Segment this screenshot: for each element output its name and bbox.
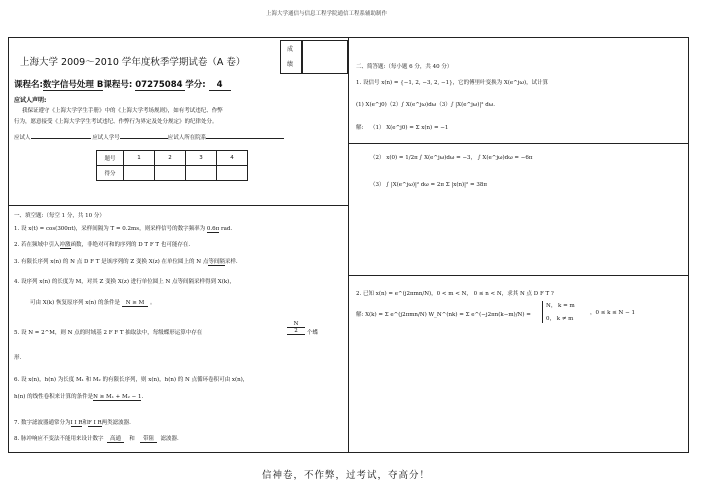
p2-q2-brace [542,301,543,323]
p2-q1-line: 1. 设信号 x(n) = {−1, 2, −3, 2, −1}，它的傅里叶变换为 X(e^jω)，试计算 [356,80,549,86]
score-table-cell: 2 [155,151,186,166]
q7-answer-1: I I R [70,420,83,426]
p2-q2-case-1: N， k = m [546,303,575,309]
q6-text: h(n) 的线性卷积来计算的条件是 [14,394,94,400]
score-table-cell: 题号 [97,151,124,166]
p2-q2-solution: 解: X(k) = Σ e^(j2πmn/N) W_N^(nk) = Σ e^(−j2πn(k−m)/N) = [356,312,531,318]
score-table-cell: 4 [217,151,248,166]
statement-line-1: 我保证遵守《上海大学学生手册》中的《上海大学考场规则》，如有考试违纪、作弊 [22,108,223,114]
score-table-cell: 3 [186,151,217,166]
examinee-fields [14,133,284,141]
score-table-header-row [97,151,248,166]
score-label-2: 绩 [287,61,294,68]
dept-label: 应试人所在院系 [167,135,207,141]
score-table-input[interactable] [217,166,248,181]
q8-text: 8. 脉冲响应不变法不能用来设计数字 [14,436,104,442]
score-table-cell: 1 [124,151,155,166]
q5-text: 5. 设 N = 2^M，则 N 点的时域基 2 F F T 抽取法中，每级蝶形运算中存在 [14,330,203,336]
examinee-no-field[interactable] [120,138,168,139]
q4-text-end: 。 [150,300,156,306]
credit-label: 学分: [185,80,206,90]
q3-answer: 等间隔 [208,259,225,265]
p2-sol-label: 解: [356,125,364,131]
q8-answer-1: 高通 [107,434,124,443]
q7-fill [14,418,131,427]
q2-fill [14,240,190,249]
part2-heading: 二、简答题:（每小题 6 分，共 40 分） [356,64,453,70]
course-no: 07275084 [135,80,185,91]
score-value-box[interactable] [302,40,348,74]
q4-line1: 4. 设序列 x(n) 的长度为 M，对其 Z 变换 X(z) 进行单位圆上 N 点等间隔采样得到 X(k)， [14,279,235,285]
p2-q2-line: 2. 已知 x(n) = e^(j2πmn/N)，0 < m < N， 0 ≤ n < N，求其 N 点 D F T ? [356,291,554,297]
q2-text: 2. 若在频域中引入 [14,242,60,248]
score-table [96,150,248,181]
q1-text: 1. 设 x(t) = cos(300πt)，采样间隔为 T = 0.2ms，则采样信号的数字频率为 [14,226,206,232]
q1-unit: rad. [220,226,233,232]
q8-and: 和 [129,436,135,442]
q8-fill [14,434,179,443]
examinee-no-label: 应试人学号 [92,135,120,141]
q8-text-end: 滤波器. [160,436,179,442]
q2-text-end: 函数，非绝对可和的序列的 D T F T 也可能存在. [70,242,191,248]
q5-answer-denominator: 2 [287,328,305,335]
score-table-cell: 得分 [97,166,124,181]
q5-answer-numerator: N [287,321,305,328]
p2-sol-2: （2） x(0) = 1/2π ∫ X(e^jω)dω = −3， ∫ X(e^jω)dω = −6π [370,155,533,161]
course-prefix: 课程名: [14,80,43,90]
q6-line1: 6. 设 x(n)，h(n) 为长度 M₁ 和 M₂ 的有限长序列，则 x(n)，h(n) 的 N 点循环卷积可由 x(n)， [14,377,249,383]
p2-sol-1: （1） X(e^j0) = Σ x(n) = −1 [370,125,449,131]
q3-text: 3. 有限长序列 x(n) 的 N 点 D F T 是该序列的 Z 变换 X(z) 在单位圆上的 N 点 [14,259,209,265]
footer-motto: 信神卷，不作弊，过考试，夺高分！ [262,470,431,481]
credit-value: 4 [209,80,231,91]
score-table-input[interactable] [124,166,155,181]
part1-heading: 一、填空题:（每空 1 分，共 10 分） [14,213,105,219]
course-no-label: 课程号: [103,80,133,90]
score-table-input[interactable] [155,166,186,181]
score-table-input[interactable] [186,166,217,181]
course-line [14,78,231,91]
q5-text-end: 个蝶 [307,330,319,336]
statement-title: 应试人声明: [14,97,47,104]
dept-field[interactable] [206,138,284,139]
score-label-1: 成 [287,46,294,53]
course-name: 数字信号处理 B [42,80,104,90]
q4-text: 可由 X(k) 恢复原序列 x(n) 的条件是 [30,300,120,306]
q8-answer-2: 带阻 [140,434,157,443]
q2-answer: 冲激 [59,242,71,248]
q7-and: 和 [82,420,88,426]
column-divider [348,37,349,453]
q6-answer: N ≥ M₁ + M₂ − 1 [93,394,142,400]
q1-answer: 0.6π [206,226,220,232]
q7-text-end: 两类滤波器. [101,420,131,426]
q3-fill [14,257,238,266]
q6-fill [14,392,143,401]
score-table-score-row [97,166,248,181]
q4-fill [30,298,156,307]
top-header-note: 上海大学通信与信息工程学院通信工程系辅助制作 [266,11,388,17]
statement-line-2: 行为，愿意接受《上海大学学生考试违纪、作弊行为界定及处分规定》的纪律处分。 [14,119,218,125]
examinee-name-field[interactable] [31,138,91,139]
q1-divider-right [348,143,689,144]
q5-line2: 形. [14,355,22,361]
exam-title: 上海大学 2009～2010 学年度秋季学期试卷（A 卷） [20,57,246,68]
p2-q2-range: ，0 ≤ k ≤ N − 1 [590,310,635,316]
q7-answer-2: F I R [88,420,102,426]
q2-divider-right [348,275,689,276]
q5-answer-fraction [287,321,305,335]
section-divider-left [8,205,348,206]
q5-fill [14,328,202,336]
q7-text: 7. 数字滤波器通常分为 [14,420,71,426]
p2-q2-case-2: 0， k ≠ m [546,316,574,322]
q6-text-end: . [141,394,144,400]
q4-answer: N ≥ M [122,300,149,307]
p2-sol-3: （3） ∫ |X(e^jω)|² dω = 2π Σ |x(n)|² = 38π [370,182,487,188]
q1-fill [14,224,232,233]
q3-text-end: 采样. [224,259,238,265]
p2-q1-items: (1) X(e^j0)（2）∫ X(e^jω)dω（3）∫ |X(e^jω)|² dω. [356,102,495,108]
examinee-label: 应试人 [14,135,31,141]
